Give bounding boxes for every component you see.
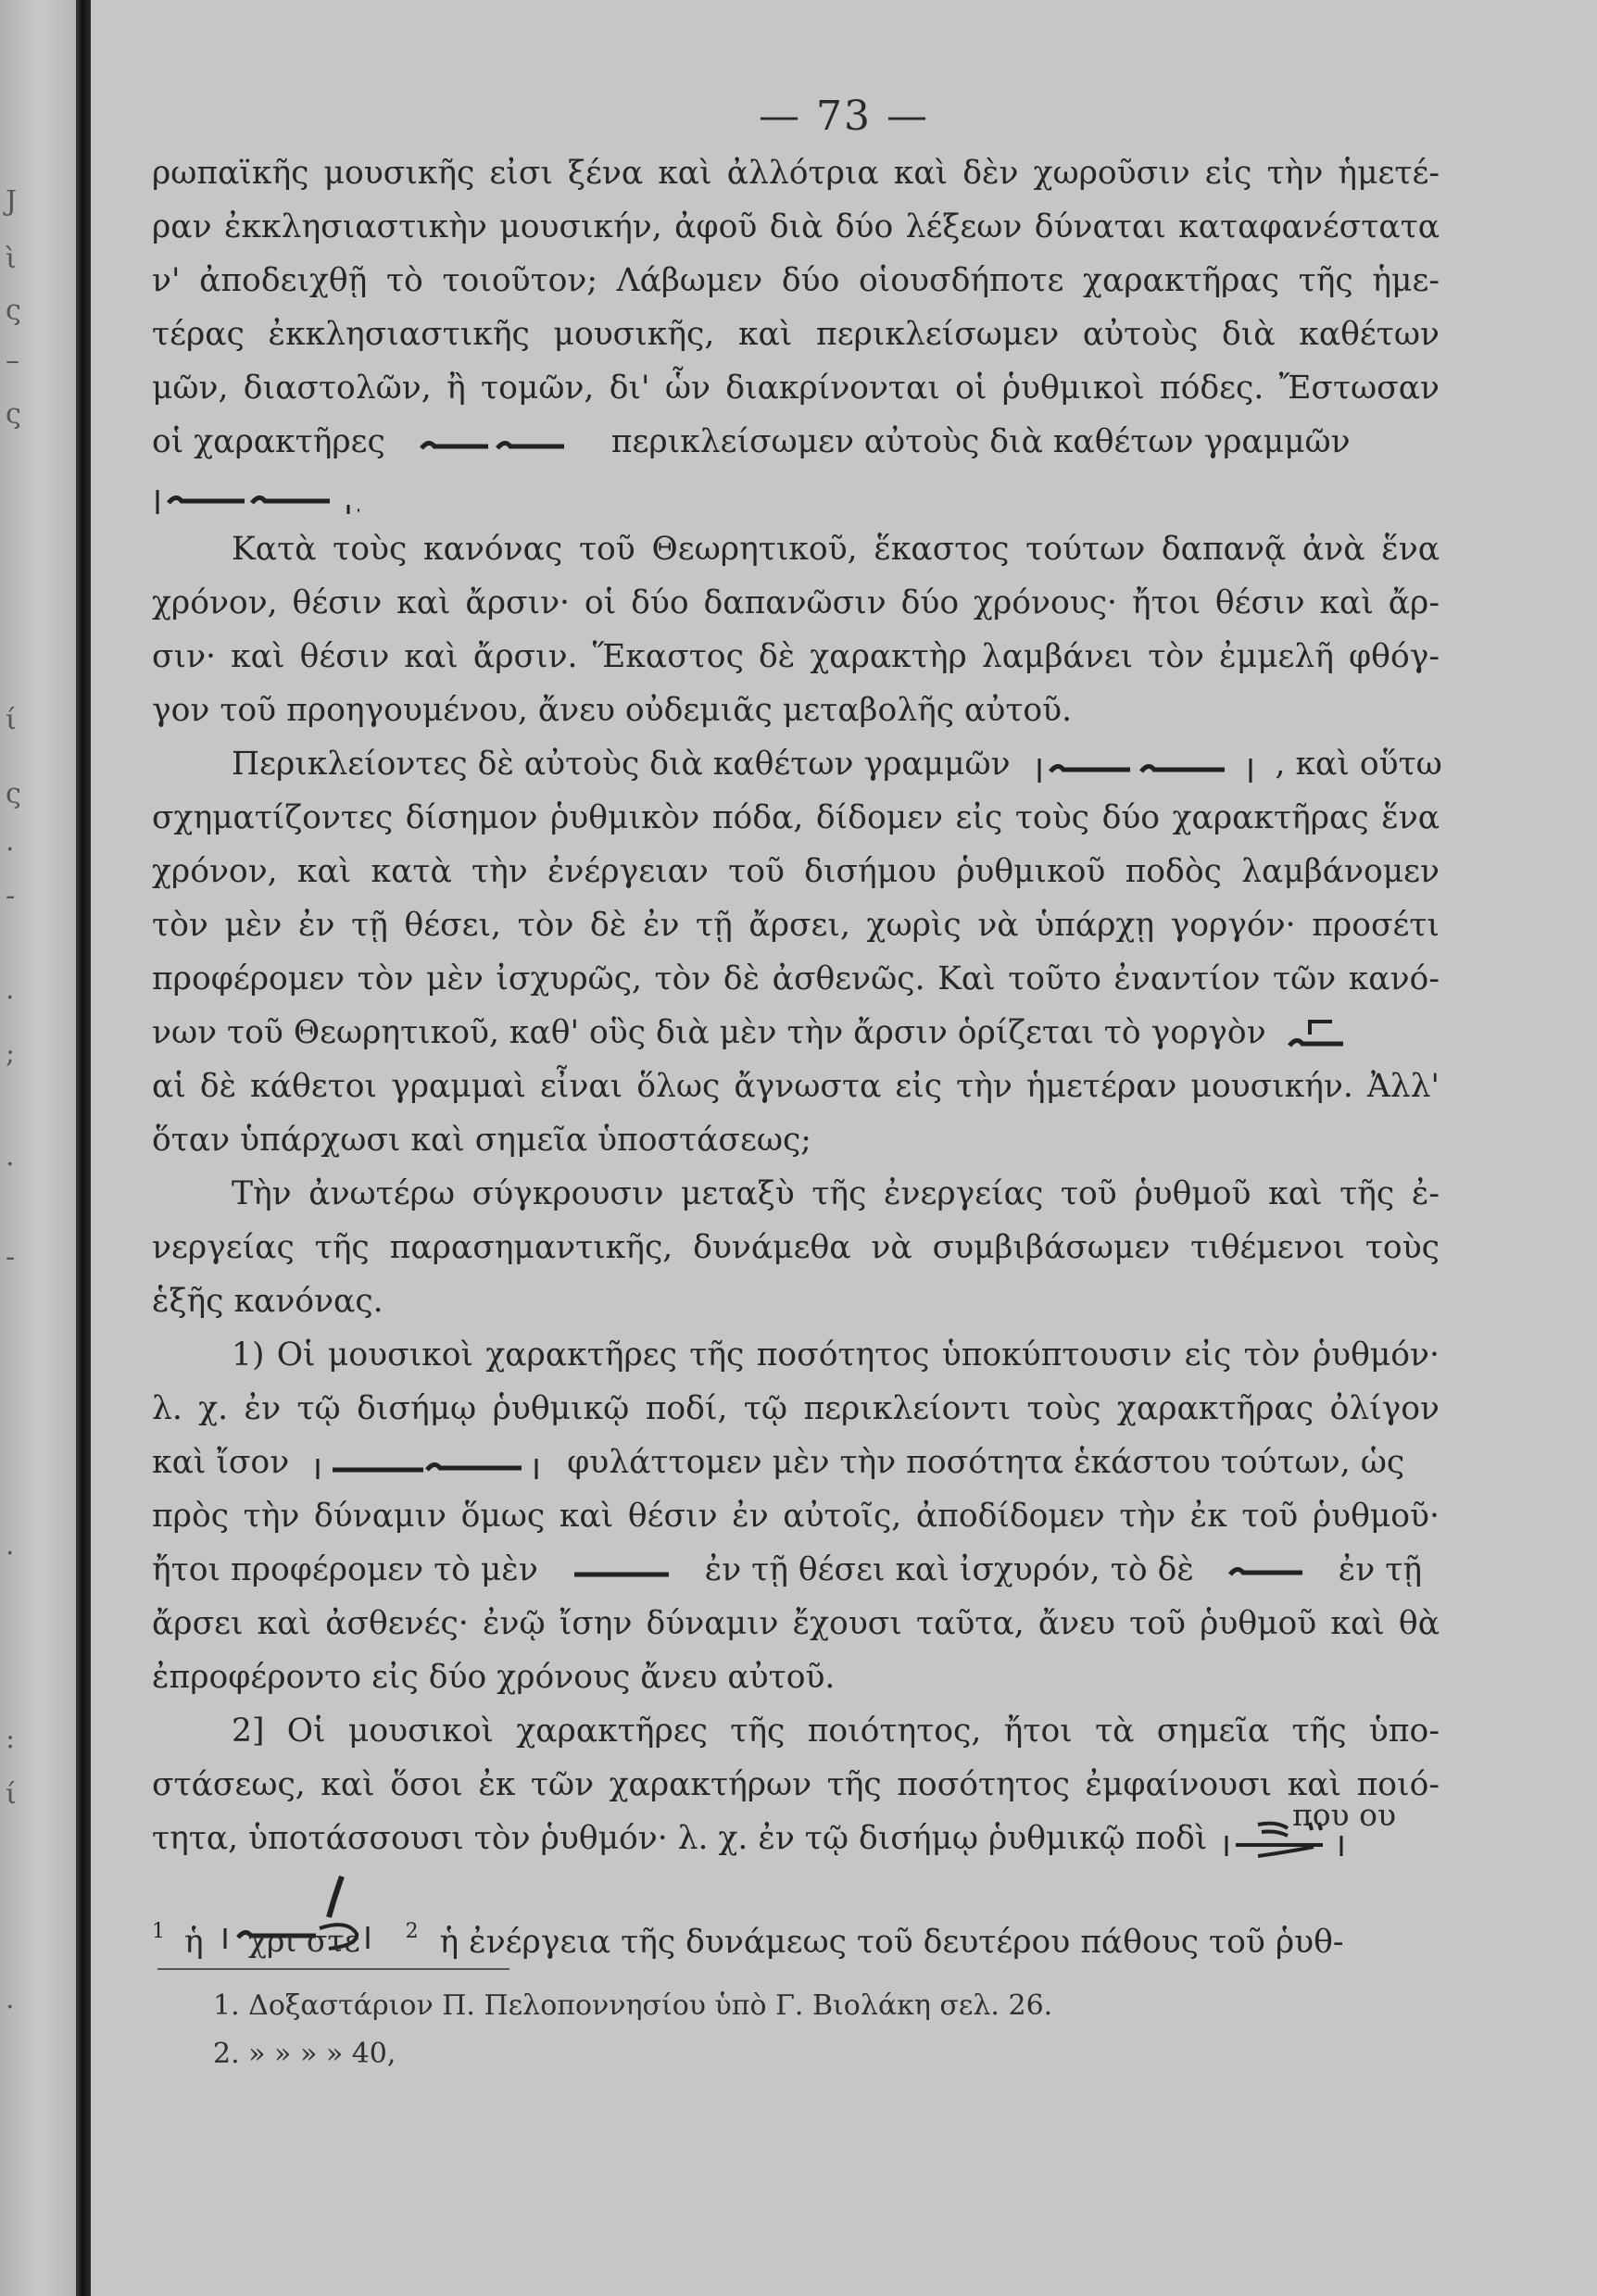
footnote-divider [157, 1968, 509, 1970]
text-line: νεργείας τῆς παρασημαντικῆς, δυνάμεθα νὰ συμβιβάσωμεν τιθέμενοι τοὺς [152, 1229, 1440, 1266]
margin-mark: · [6, 1148, 15, 1181]
text-line [152, 415, 1440, 469]
margin-mark: · [6, 982, 15, 1014]
text-span: ἡ [183, 1924, 204, 1961]
text-line: 1) Οἱ μουσικοὶ χαρακτῆρες τῆς ποσότητος ὑποκύπτουσιν εἰς τὸν ῥυθμόν· [232, 1336, 1440, 1374]
text-span: φυλάττομεν μὲν τὴν ποσότητα ἑκάστου τούτων, ὡς [567, 1444, 1405, 1481]
ison-glyph [1226, 1556, 1306, 1587]
gorgon-glyph [1284, 1014, 1349, 1055]
margin-mark: - [6, 1241, 16, 1273]
text-line: πρὸς τὴν δύναμιν ὅμως καὶ θέσιν ἐν αὐτοῖς, ἀποδίδομεν τὴν ἐκ τοῦ ῥυθμοῦ· [152, 1498, 1440, 1535]
margin-mark: J [6, 185, 18, 218]
book-spine [76, 0, 91, 2296]
apostrophos-pair-glyph [416, 430, 573, 458]
margin-mark: - [6, 880, 16, 912]
text-line: προφέρομεν τὸν μὲν ἰσχυρῶς, τὸν δὲ ἀσθενῶς. Καὶ τοῦτο ἐναντίον τῶν κανό- [152, 960, 1440, 997]
margin-mark: ς [6, 295, 21, 327]
text-span: Περικλείοντες δὲ αὐτοὺς διὰ καθέτων γραμμῶν [232, 746, 1011, 783]
margin-mark: ὶ [6, 243, 17, 275]
text-span: καὶ ἴσον [152, 1444, 290, 1481]
text-line [152, 469, 1440, 522]
footnote: 2. » » » » 40, [213, 2038, 396, 2070]
footnote-marker: 1 [152, 1920, 165, 1943]
scanned-page [91, 0, 1597, 2296]
text-line: μῶν, διαστολῶν, ἢ τομῶν, δι' ὧν διακρίνονται οἱ ῥυθμικοὶ πόδες. Ἔστωσαν [152, 370, 1440, 407]
text-line [152, 1543, 1440, 1597]
margin-mark: · [6, 1537, 15, 1570]
margin-mark: ; [6, 1037, 16, 1070]
text-line: ρωπαϊκῆς μουσικῆς εἰσι ξένα καὶ ἀλλότρια καὶ δὲν χωροῦσιν εἰς τὴν ἡμετέ- [152, 155, 1440, 192]
text-line [152, 1436, 1440, 1489]
text-line: τὸν μὲν ἐν τῇ θέσει, τὸν δὲ ἐν τῇ ἄρσει, χωρὶς νὰ ὑπάρχῃ γοργόν· προσέτι [152, 907, 1440, 944]
margin-mark: · [6, 834, 15, 866]
footnote-marker: 2 [405, 1920, 419, 1943]
text-line: αἱ δὲ κάθετοι γραμμαὶ εἶναι ὅλως ἄγνωστα εἰς τὴν ἡμετέραν μουσικήν. Ἀλλ' [152, 1068, 1440, 1105]
text-line: ὅταν ὑπάρχωσι καὶ σημεῖα ὑποστάσεως; [152, 1122, 811, 1159]
lyric-syllables: χρι στὲ [248, 1923, 361, 1959]
text-line: λ. χ. ἐν τῷ δισήμῳ ῥυθμικῷ ποδί, τῷ περικλείοντι τοὺς χαρακτῆρας ὀλίγον [152, 1390, 1440, 1427]
text-span: ἐν τῇ θέσει καὶ ἰσχυρόν, τὸ δὲ [704, 1551, 1194, 1588]
margin-mark: · [6, 1991, 15, 2024]
text-line: ἑξῆς κανόνας. [152, 1283, 384, 1320]
margin-mark: ς [6, 778, 21, 810]
text-span: ἡ ἐνέργεια τῆς δυνάμεως τοῦ δευτέρου πάθους τοῦ ῥυθ- [439, 1924, 1344, 1961]
footnotes [213, 1982, 1417, 2078]
text-span: περικλείσωμεν αὐτοὺς διὰ καθέτων γραμμῶν [610, 423, 1351, 460]
margin-mark: – [6, 345, 19, 377]
text-line: τέρας ἐκκλησιαστικῆς μουσικῆς, καὶ περικλείσωμεν αὐτοὺς διὰ καθέτων [152, 316, 1440, 353]
text-line: χρόνον, θέσιν καὶ ἄρσιν· οἱ δύο δαπανῶσιν δύο χρόνους· ἤτοι θέσιν καὶ ἄρ- [152, 584, 1440, 621]
text-span: νων τοῦ Θεωρητικοῦ, καθ' οὓς διὰ μὲν τὴν ἄρσιν ὁρίζεται τὸ γοργὸν [152, 1014, 1266, 1051]
text-line: σιν· καὶ θέσιν καὶ ἄρσιν. Ἕκαστος δὲ χαρακτὴρ λαμβάνει τὸν ἐμμελῆ φθόγ- [152, 638, 1440, 675]
text-span: οἱ χαρακτῆρες [152, 423, 385, 460]
margin-mark: : [6, 1723, 16, 1755]
text-line: στάσεως, καὶ ὅσοι ἐκ τῶν χαρακτήρων τῆς ποσότητος ἐμφαίνουσι καὶ ποιό- [152, 1766, 1440, 1803]
text-line: σχηματίζοντες δίσημον ῥυθμικὸν πόδα, δίδομεν εἰς τοὺς δύο χαρακτῆρας ἕνα [152, 799, 1440, 836]
text-span: , καὶ οὕτω [1275, 746, 1442, 783]
footnote: 1. Δοξαστάριον Π. Πελοποννησίου ὑπὸ Γ. Βιολάκη σελ. 26. [213, 1989, 1053, 2022]
text-line: ἄρσει καὶ ἀσθενές· ἐνῷ ἴσην δύναμιν ἔχουσι ταῦτα, ἄνευ τοῦ ῥυθμοῦ καὶ θὰ [152, 1605, 1440, 1642]
text-line [152, 1812, 1440, 1865]
oligon-glyph [571, 1558, 673, 1586]
text-line: γον τοῦ προηγουμένου, ἄνευ οὐδεμιᾶς μεταβολῆς αὐτοῦ. [152, 692, 1073, 729]
bracketed-apostrophos-pair-glyph [1034, 746, 1265, 786]
page-number: — 73 — [759, 93, 929, 140]
text-line [152, 737, 1440, 791]
text-line: χρόνον, καὶ κατὰ τὴν ἐνέργειαν τοῦ δισήμου ῥυθμικοῦ ποδὸς λαμβάνομεν [152, 853, 1440, 890]
text-span: τητα, ὑποτάσσουσι τὸν ῥυθμόν· λ. χ. ἐν τῷ δισήμῳ ῥυθμικῷ ποδὶ [152, 1820, 1208, 1857]
text-line: ραν ἐκκλησιαστικὴν μουσικήν, ἀφοῦ διὰ δύο λέξεων δύναται καταφανέστατα [152, 208, 1440, 245]
text-line: 2] Οἱ μουσικοὶ χαρακτῆρες τῆς ποιότητος, ἤτοι τὰ σημεῖα τῆς ὑπο- [232, 1713, 1440, 1750]
text-line: ἐπροφέροντο εἰς δύο χρόνους ἄνευ αὐτοῦ. [152, 1659, 836, 1696]
bracketed-apostrophos-pair-glyph [152, 477, 384, 518]
margin-mark: ς [6, 398, 21, 431]
text-span: ἤτοι προφέρομεν τὸ μὲν [152, 1551, 538, 1588]
bracketed-oligon-ison-glyph [312, 1446, 544, 1483]
text-span: ἐν τῇ [1338, 1551, 1423, 1588]
text-line: ν' ἀποδειχθῇ τὸ τοιοῦτον; Λάβωμεν δύο οἱουσδήποτε χαρακτῆρας τῆς ἡμε- [152, 262, 1440, 299]
margin-mark: ί [6, 1778, 17, 1811]
lyric-syllables: που ου [1292, 1797, 1397, 1833]
text-line: Κατὰ τοὺς κανόνας τοῦ Θεωρητικοῦ, ἕκαστος τούτων δαπανᾷ ἀνὰ ἕνα [232, 531, 1440, 568]
text-line [152, 1006, 1440, 1060]
margin-mark: ί [6, 704, 17, 736]
text-line: Τὴν ἀνωτέρω σύγκρουσιν μεταξὺ τῆς ἐνεργείας τοῦ ῥυθμοῦ καὶ τῆς ἐ- [232, 1175, 1440, 1212]
